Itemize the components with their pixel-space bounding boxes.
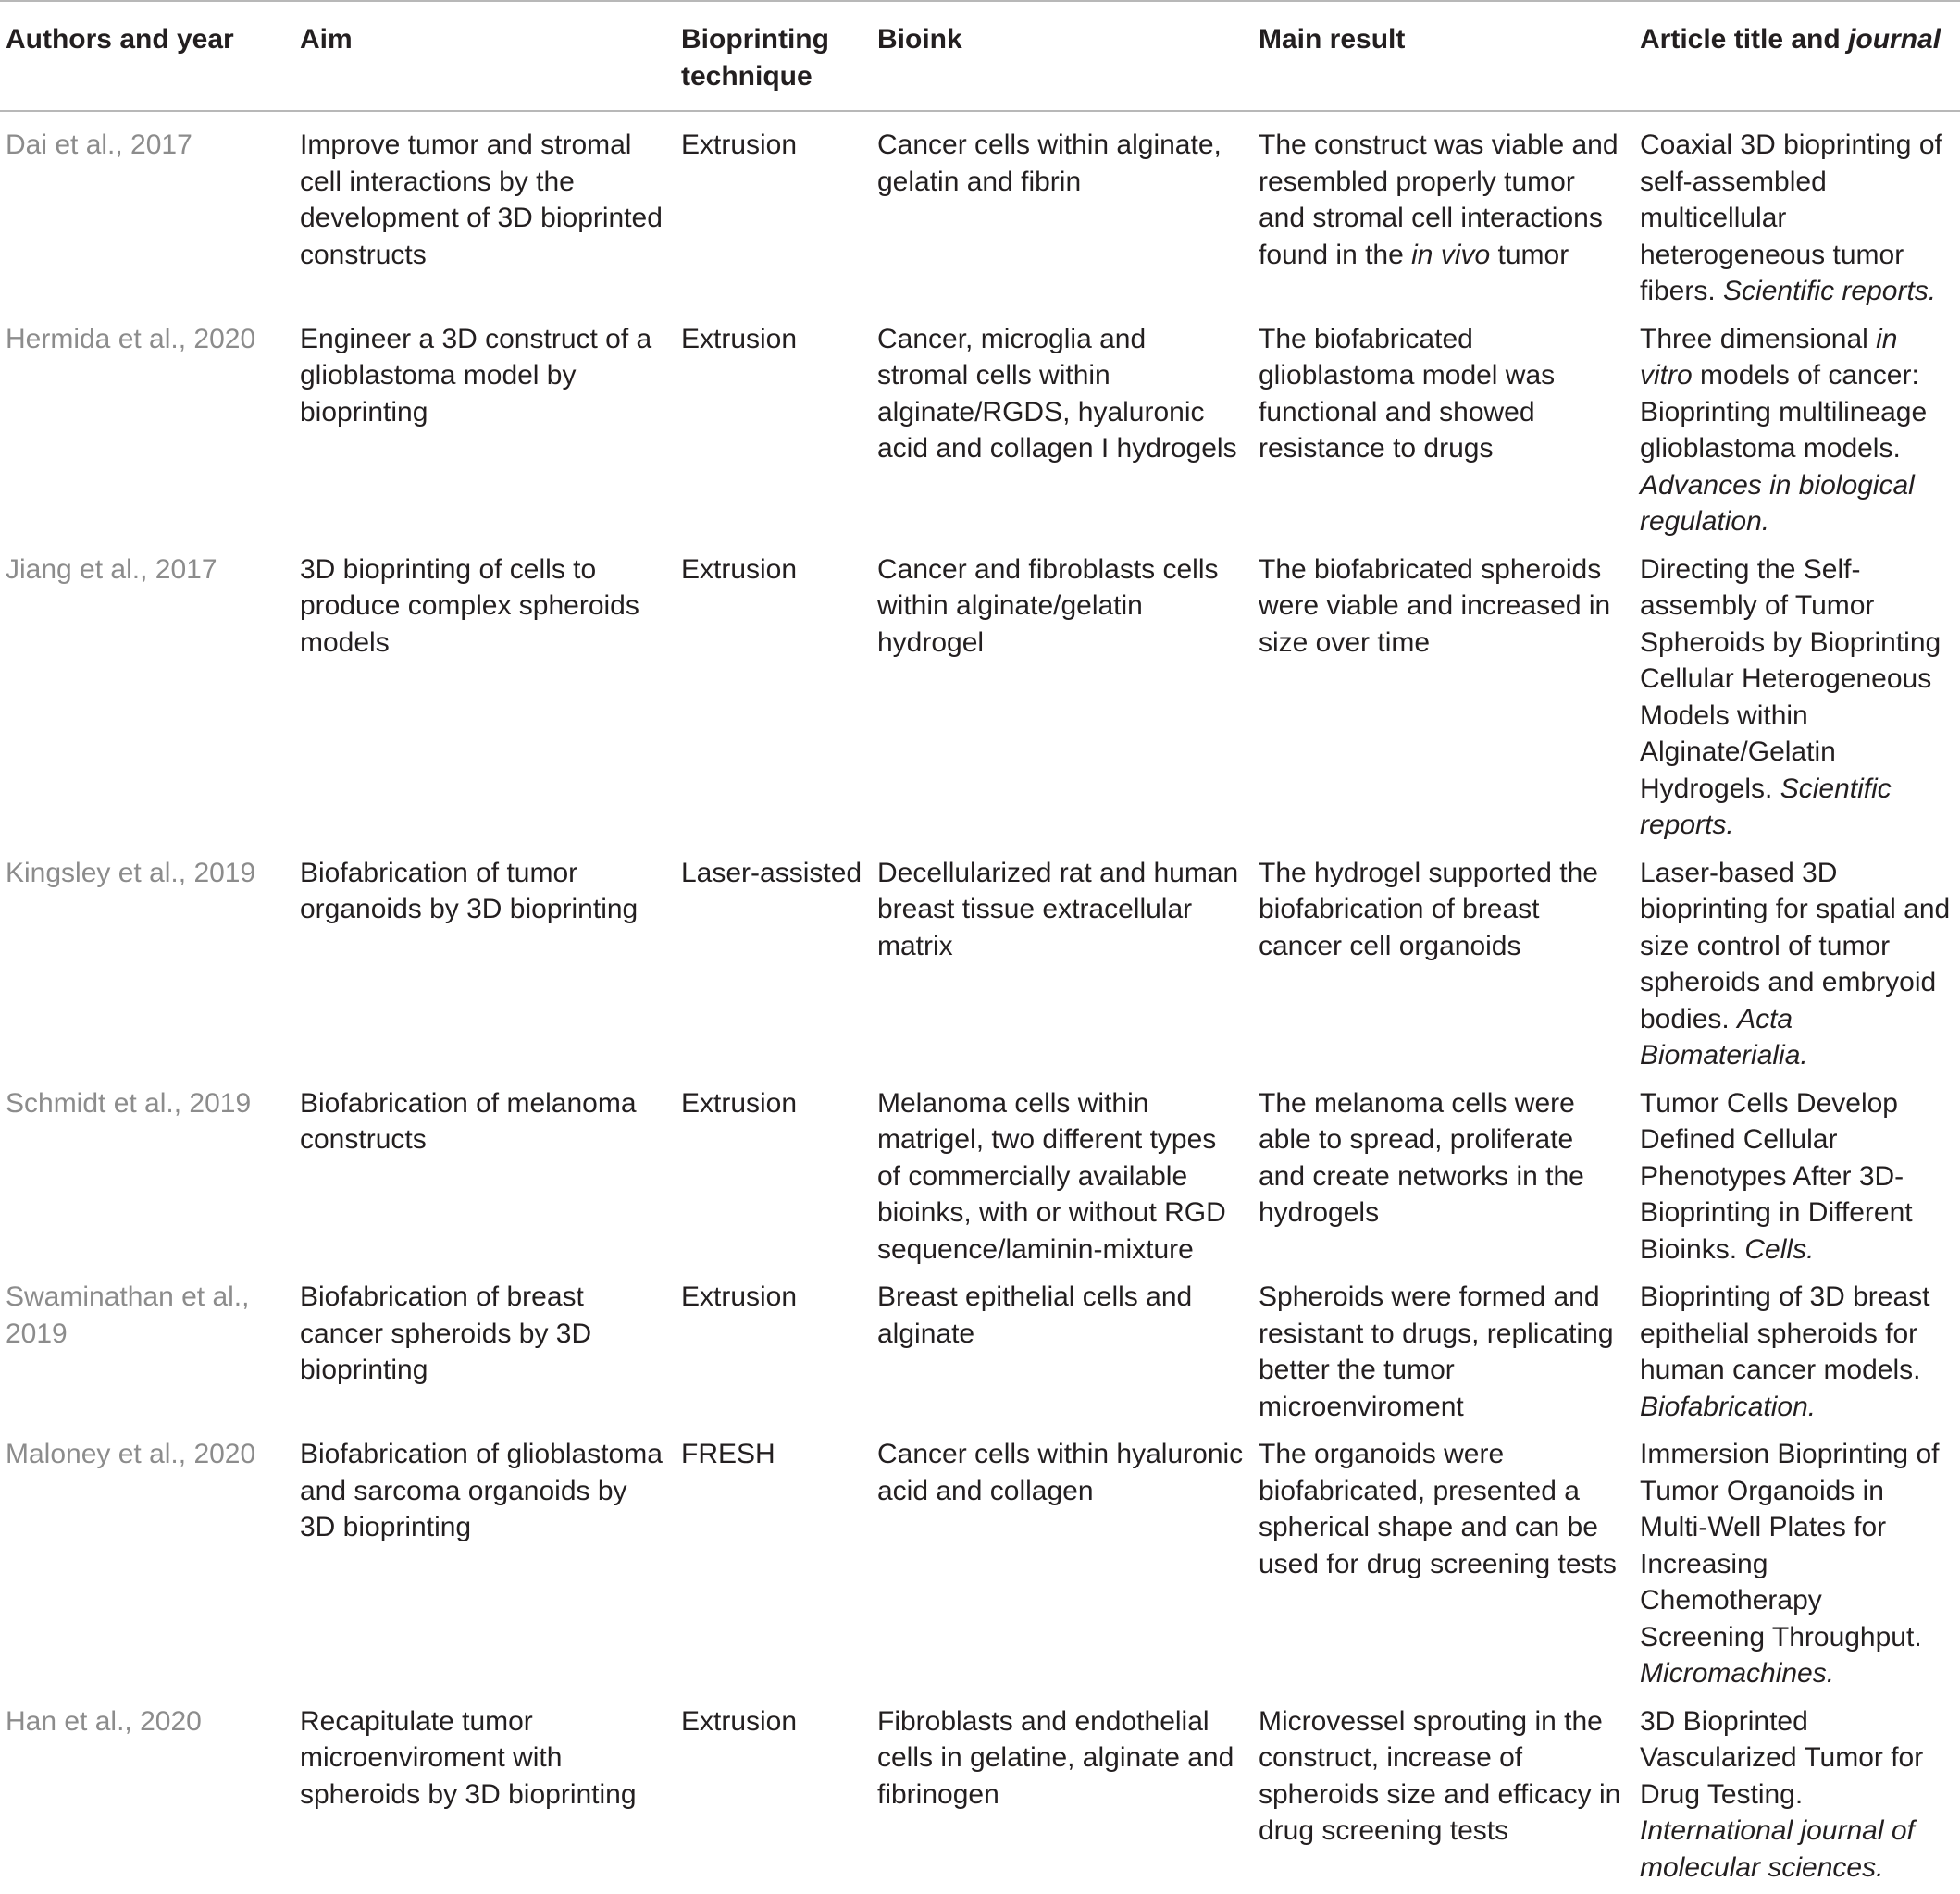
cell-aim: 3D bioprinting of cells to produce complex spheroids models (294, 549, 676, 852)
table-body (0, 111, 1960, 1894)
cell-technique: Extrusion (676, 1701, 872, 1894)
cell-article (1634, 318, 1960, 549)
table-row (0, 1276, 1960, 1433)
table-row (0, 318, 1960, 549)
cell-authors: Hermida et al., 2020 (0, 318, 294, 549)
cell-article (1634, 111, 1960, 318)
cell-authors: Schmidt et al., 2019 (0, 1083, 294, 1277)
cell-result (1253, 1701, 1634, 1894)
cell-result (1253, 1433, 1634, 1701)
cell-result (1253, 1083, 1634, 1277)
cell-technique: Extrusion (676, 549, 872, 852)
article-italic: Micromachines. (1640, 1658, 1834, 1689)
cell-aim: Engineer a 3D construct of a glioblastoma model by bioprinting (294, 318, 676, 549)
article-title: Bioprinting of 3D breast epithelial spheroids for human cancer models. (1640, 1281, 1930, 1385)
cell-technique: Extrusion (676, 1276, 872, 1433)
cell-bioink: Cancer, microglia and stromal cells within alginate/RGDS, hyaluronic acid and collagen I hydrogels (872, 318, 1253, 549)
result-italic: in vivo (1411, 240, 1490, 270)
cell-result (1253, 549, 1634, 852)
cell-article (1634, 1083, 1960, 1277)
table-row (0, 549, 1960, 852)
cell-aim: Biofabrication of melanoma constructs (294, 1083, 676, 1277)
result-text-end: tumor (1490, 240, 1569, 270)
article-title: Coaxial 3D bioprinting of self-assembled multicellular heterogeneous tumor fibers. (1640, 130, 1942, 306)
article-italic: Acta Biomaterialia. (1640, 1004, 1808, 1071)
cell-bioink: Cancer cells within alginate, gelatin and fibrin (872, 111, 1253, 318)
cell-technique: Laser-assisted (676, 852, 872, 1083)
article-title: Tumor Cells Develop Defined Cellular Phenotypes After 3D-Bioprinting in Different Bioinks. (1640, 1088, 1913, 1265)
article-italic: Scientific reports. (1723, 276, 1936, 306)
header-technique: Bioprinting technique (676, 1, 872, 111)
table-row (0, 1083, 1960, 1277)
cell-authors: Han et al., 2020 (0, 1701, 294, 1894)
cell-bioink: Fibroblasts and endothelial cells in gelatine, alginate and fibrinogen (872, 1701, 1253, 1894)
cell-bioink: Cancer and fibroblasts cells within alginate/gelatin hydrogel (872, 549, 1253, 852)
cell-authors: Swaminathan et al., 2019 (0, 1276, 294, 1433)
cell-result (1253, 318, 1634, 549)
article-title: Immersion Bioprinting of Tumor Organoids in Multi-Well Plates for Increasing Chemotherapy Screening Throughput. (1640, 1439, 1939, 1653)
article-title: Laser-based 3D bioprinting for spatial and size control of tumor spheroids and embryoid bodies. (1640, 858, 1950, 1034)
result-text: The hydrogel supported the biofabrication of breast cancer cell organoids (1259, 858, 1598, 961)
result-text: Spheroids were formed and resistant to drugs, replicating better the tumor microenviroment (1259, 1281, 1614, 1422)
header-bioink: Bioink (872, 1, 1253, 111)
table-row (0, 1701, 1960, 1894)
table-row (0, 852, 1960, 1083)
cell-article (1634, 1276, 1960, 1433)
header-article-italic: journal (1848, 24, 1941, 55)
cell-technique: FRESH (676, 1433, 872, 1701)
cell-result (1253, 852, 1634, 1083)
result-text: The biofabricated spheroids were viable and increased in size over time (1259, 554, 1610, 658)
table-row (0, 111, 1960, 318)
article-italic: in vitro (1640, 324, 1898, 391)
cell-technique: Extrusion (676, 111, 872, 318)
result-text: The melanoma cells were able to spread, proliferate and create networks in the hydrogels (1259, 1088, 1584, 1229)
article-title: Directing the Self-assembly of Tumor Spheroids by Bioprinting Cellular Heterogeneous Models within Alginate/Gelatin Hydrogels. (1640, 554, 1941, 804)
cell-article (1634, 852, 1960, 1083)
cell-authors: Dai et al., 2017 (0, 111, 294, 318)
cell-aim: Biofabrication of breast cancer spheroids by 3D bioprinting (294, 1276, 676, 1433)
article-title-cont: models of cancer: Bioprinting multilineage glioblastoma models. (1640, 360, 1927, 464)
article-title: 3D Bioprinted Vascularized Tumor for Drug Testing. (1640, 1706, 1923, 1810)
cell-authors: Maloney et al., 2020 (0, 1433, 294, 1701)
cell-authors: Jiang et al., 2017 (0, 549, 294, 852)
header-row (0, 1, 1960, 111)
result-text: The biofabricated glioblastoma model was functional and showed resistance to drugs (1259, 324, 1555, 464)
header-article (1634, 1, 1960, 111)
header-aim: Aim (294, 1, 676, 111)
cell-article (1634, 549, 1960, 852)
cell-bioink: Decellularized rat and human breast tissue extracellular matrix (872, 852, 1253, 1083)
cell-aim: Biofabrication of tumor organoids by 3D bioprinting (294, 852, 676, 1083)
cell-technique: Extrusion (676, 1083, 872, 1277)
cell-result (1253, 111, 1634, 318)
article-italic: Cells. (1744, 1234, 1814, 1265)
article-title: Three dimensional (1640, 324, 1876, 354)
table-row (0, 1433, 1960, 1701)
header-result: Main result (1253, 1, 1634, 111)
article-italic: International journal of molecular sciences. (1640, 1815, 1915, 1883)
cell-aim: Recapitulate tumor microenviroment with spheroids by 3D bioprinting (294, 1701, 676, 1894)
header-article-text: Article title and (1640, 24, 1848, 55)
cell-article (1634, 1433, 1960, 1701)
table-header (0, 1, 1960, 111)
result-text: The construct was viable and resembled properly tumor and stromal cell interactions found in the (1259, 130, 1619, 270)
cell-aim: Biofabrication of glioblastoma and sarcoma organoids by 3D bioprinting (294, 1433, 676, 1701)
cell-article (1634, 1701, 1960, 1894)
cell-bioink: Melanoma cells within matrigel, two different types of commercially available bioinks, with or without RGD sequence/laminin-mixture (872, 1083, 1253, 1277)
cell-aim: Improve tumor and stromal cell interactions by the development of 3D bioprinted constructs (294, 111, 676, 318)
cell-bioink: Cancer cells within hyaluronic acid and collagen (872, 1433, 1253, 1701)
header-authors: Authors and year (0, 1, 294, 111)
article-italic: Biofabrication. (1640, 1392, 1816, 1422)
result-text: Microvessel sprouting in the construct, increase of spheroids size and efficacy in drug screening tests (1259, 1706, 1620, 1847)
result-text: The organoids were biofabricated, presented a spherical shape and can be used for drug screening tests (1259, 1439, 1617, 1579)
cell-authors: Kingsley et al., 2019 (0, 852, 294, 1083)
article-italic: Scientific reports. (1640, 774, 1892, 841)
article-journal: Advances in biological regulation. (1640, 470, 1915, 538)
cell-bioink: Breast epithelial cells and alginate (872, 1276, 1253, 1433)
cell-result (1253, 1276, 1634, 1433)
cell-technique: Extrusion (676, 318, 872, 549)
